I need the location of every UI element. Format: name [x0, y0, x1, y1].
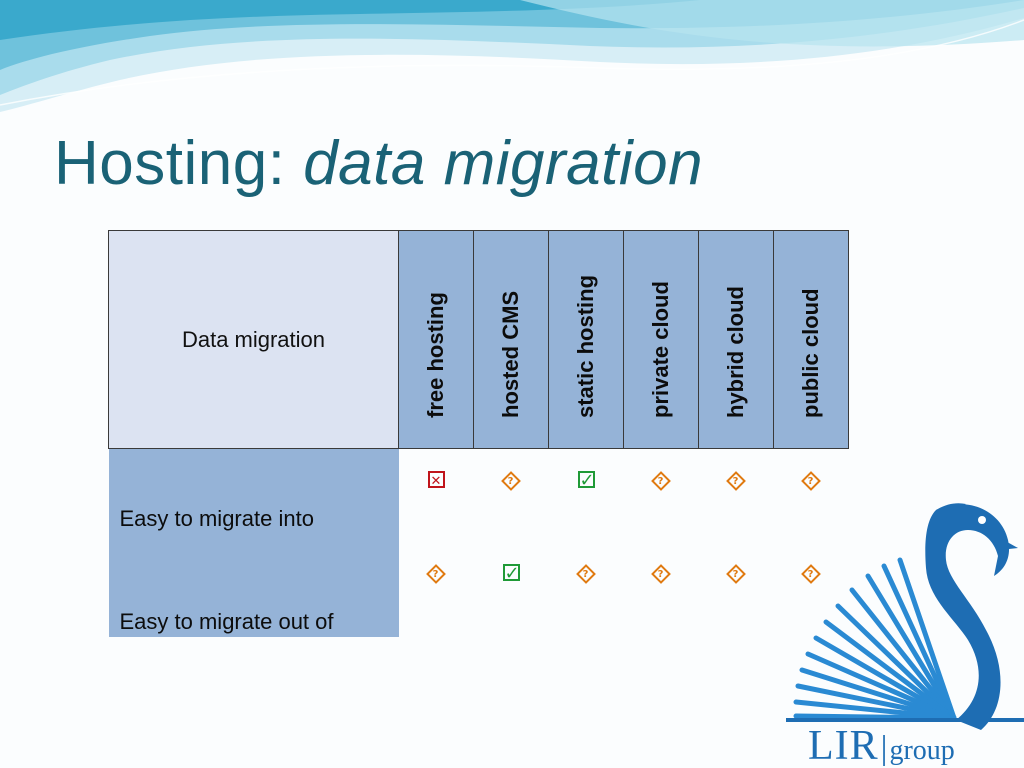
- table-cell: [399, 544, 474, 637]
- column-header: [624, 231, 699, 449]
- column-header: [549, 231, 624, 449]
- row-label: Easy to migrate into: [109, 449, 399, 545]
- column-header-label: free hosting: [423, 292, 448, 418]
- table-cell: [549, 544, 624, 637]
- logo-suffix: group: [889, 735, 955, 766]
- logo-wordmark: [808, 722, 955, 768]
- table-cell: [699, 544, 774, 637]
- comparison-table: [108, 230, 849, 637]
- column-header-label: private cloud: [648, 281, 673, 418]
- question-diamond-icon: ?: [801, 471, 821, 491]
- column-header-label: public cloud: [798, 288, 823, 418]
- column-header: [399, 231, 474, 449]
- table-cell: [699, 449, 774, 545]
- question-diamond-icon: ?: [726, 564, 746, 584]
- question-diamond-icon: ?: [726, 471, 746, 491]
- question-diamond-icon: ?: [651, 471, 671, 491]
- column-header-label: hybrid cloud: [723, 286, 748, 418]
- table-cell: [474, 449, 549, 545]
- column-header-label: static hosting: [573, 274, 598, 418]
- check-icon: ✓: [504, 563, 520, 584]
- question-diamond-icon: ?: [576, 564, 596, 584]
- decorative-wave-banner: [0, 0, 1024, 120]
- column-header-label: hosted CMS: [498, 290, 523, 418]
- slide-title: [54, 128, 703, 199]
- table-cell: [549, 449, 624, 545]
- table-row: [109, 449, 849, 545]
- corner-label: Data migration: [109, 231, 399, 449]
- question-diamond-icon: ?: [651, 564, 671, 584]
- check-icon: ✓: [579, 470, 595, 491]
- row-label: Easy to migrate out of: [109, 544, 399, 637]
- question-diamond-icon: ?: [801, 564, 821, 584]
- column-header: [699, 231, 774, 449]
- title-plain: Hosting:: [54, 129, 286, 198]
- header-row: [109, 231, 849, 449]
- column-header: [774, 231, 849, 449]
- table-row: [109, 544, 849, 637]
- question-diamond-icon: ?: [501, 471, 521, 491]
- title-italic: data migration: [303, 129, 704, 198]
- table-cell: [399, 449, 474, 545]
- logo-name: LIR: [808, 723, 879, 768]
- table-cell: [474, 544, 549, 637]
- table-cell: [624, 449, 699, 545]
- table-cell: [624, 544, 699, 637]
- column-header: [474, 231, 549, 449]
- logo-divider: |: [880, 730, 888, 767]
- cross-icon: ✕: [428, 471, 445, 488]
- question-diamond-icon: ?: [426, 564, 446, 584]
